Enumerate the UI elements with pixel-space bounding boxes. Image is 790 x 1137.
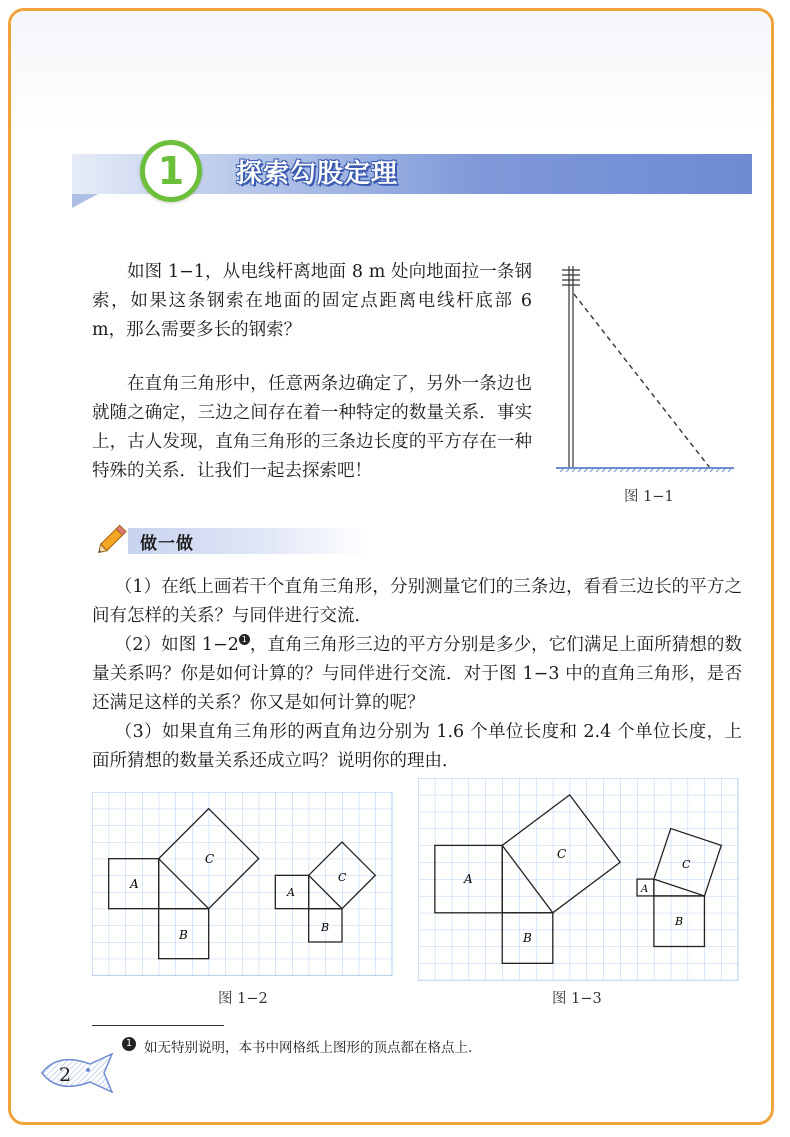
activity-item-3: （3）如果直角三角形的两直角边分别为 1.6 个单位长度和 2.4 个单位长度，上面所猜想的数量关系还成立吗？说明你的理由． <box>92 722 742 771</box>
figure-1-2-caption: 图 1−2 <box>218 991 268 1007</box>
label-a-large: A <box>130 877 139 891</box>
intro-explanation: 在直角三角形中，任意两条边确定了，另外一条边也就随之确定，三边之间存在着一种特定的数量关系．事实上，古人发现，直角三角形的三条边长度的平方存在一种特殊的关系．让我们一起去探索吧！ <box>92 374 532 481</box>
footnote-mark: 1 <box>122 1037 136 1051</box>
pencil-icon <box>96 520 132 556</box>
footnote-text: 如无特别说明，本书中网格纸上图形的顶点都在格点上． <box>144 1040 482 1056</box>
label-c-large: C <box>205 852 215 866</box>
page-number: 2 <box>59 1064 72 1086</box>
footnote-ref-mark[interactable]: 1 <box>239 634 250 645</box>
activity-item-2 <box>92 631 742 718</box>
activity-heading: 做一做 <box>140 534 194 554</box>
figure-1-1-caption: 图 1−1 <box>624 489 674 505</box>
figure-1-3-caption: 图 1−3 <box>552 991 602 1007</box>
header-fade <box>12 12 770 132</box>
label-c-small-3: C <box>682 858 691 871</box>
label-a-small: A <box>287 886 295 899</box>
activity-item-2-before: （2）如图 1−2 <box>114 635 239 655</box>
figure-1-1 <box>552 258 742 478</box>
activity-item-2-after: ，直角三角形三边的平方分别是多少，它们满足上面所猜想的数量关系吗？你是如何计算的？与同伴进行交流．对于图 1−3 中的直角三角形，是否还满足这样的关系？你又是如何计算的呢？ <box>92 635 742 713</box>
banner-tail <box>72 194 98 208</box>
figure-1-3 <box>418 778 740 984</box>
section-title: 探索勾股定理 <box>236 159 399 189</box>
label-c-large-3: C <box>557 847 567 861</box>
label-b-small-3: B <box>675 915 684 928</box>
label-b-small: B <box>321 921 330 934</box>
label-b-large: B <box>179 928 188 942</box>
activity-item-1: （1）在纸上画若干个直角三角形，分别测量它们的三条边，看看三边长的平方之间有怎样的关系？与同伴进行交流． <box>92 577 742 626</box>
intro-problem: 如图 1−1，从电线杆离地面 8 m 处向地面拉一条钢索，如果这条钢索在地面的固定点距离电线杆底部 6 m，那么需要多长的钢索？ <box>92 262 532 340</box>
section-number-badge <box>140 140 202 202</box>
fish-page-icon <box>38 1050 116 1096</box>
footnote-rule <box>92 1025 224 1026</box>
label-a-large-3: A <box>464 872 473 886</box>
section-number: 1 <box>157 149 185 193</box>
label-b-large-3: B <box>523 931 532 945</box>
label-a-small-3: A <box>641 884 649 895</box>
label-c-small: C <box>338 871 347 884</box>
figure-1-2 <box>92 792 396 982</box>
